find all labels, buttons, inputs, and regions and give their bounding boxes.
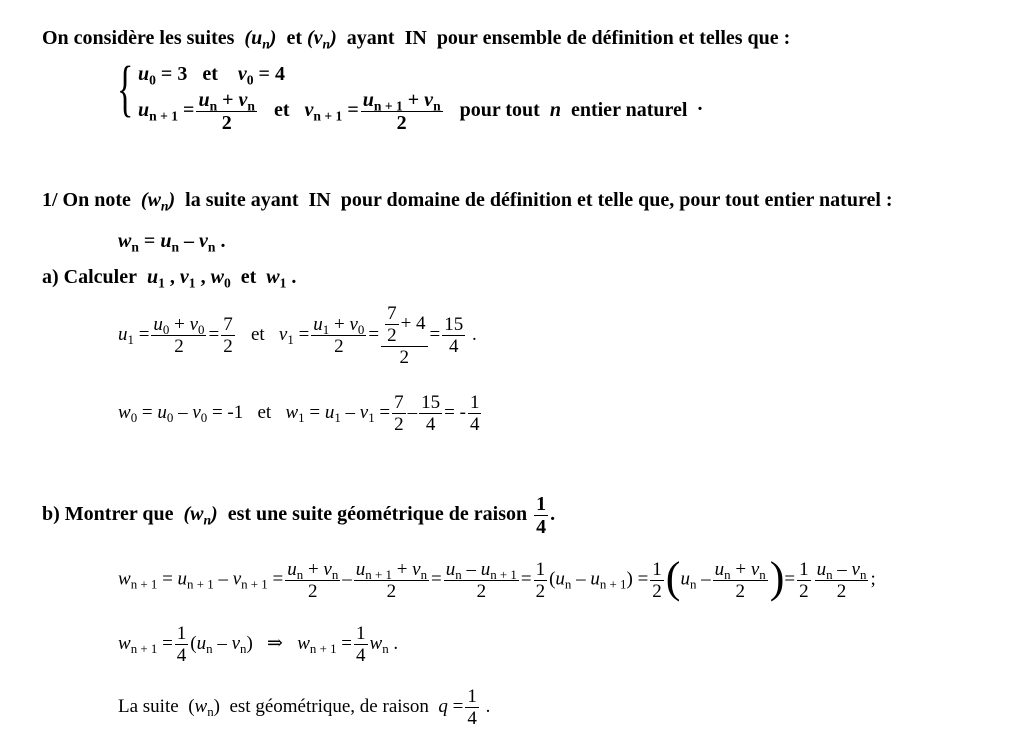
qb-calc-1: $w_{n + 1} = u_{n + 1} - v_{n + 1}$ = $\frac{u_n + v_n}{2}$ – $\frac{u_{n + 1} + v_n}{2}$ = $\frac{u_n - u_{n + 1}}{2}$ = $\frac{1}{2}$ $(u_n - u_{n + 1})$ = $\frac{1}{2}$ ($u_n$ – $\frac{u_n + v_n}{2}$ )= $\frac{1}{2}$ $\frac{u_n - v_n}{2}$ ; (118, 553, 876, 602)
qa-calc-1: $u_1$ = $\frac{u_0 + v_0}{2}$ = $\frac{7}{2}$ et $v_1$ = $\frac{u_1 + v_0}{2}$ = $\frac{7}{2}$ + 4 2 = $\frac{15}{4}$ . (118, 303, 477, 368)
qb-calc-2: $w_{n + 1}$ = $\frac{1}{4}$ $(u_n - v_n)$ ⇒ $w_{n + 1}$ = $\frac{1}{4}$ $w_n$ . (118, 623, 399, 666)
qb-conclusion: La suite $(w_n)$ est géométrique, de raison q = $\frac{1}{4}$ . (118, 686, 491, 729)
qa-heading: a) Calculer $u_1$ , $v_1$ , $w_0$ et $w_1$ . (42, 266, 297, 291)
system-brace: { (117, 55, 134, 123)
qb-heading: b) Montrer que $(w_n)$ est une suite géométrique de raison $\frac{1}{4}$ . (42, 493, 556, 538)
intro-text: On considère les suites (42, 27, 235, 49)
naturals-symbol: IN (404, 27, 427, 49)
q1-heading: 1/ On note $(w_n)$ la suite ayant IN pour domaine de définition et telle que, pour tout entier naturel : (42, 189, 893, 214)
qa-calc-2: $w_0 = u_0 - v_0 = -1$ et $w_1 = u_1 - v_1$ = $\frac{7}{2}$ – $\frac{15}{4}$ = - $\frac{1}{4}$ (118, 392, 480, 435)
q1-definition: $w_n = u_n - v_n$ . (118, 230, 226, 255)
intro-line: On considère les suites $(u_n)$ et $(v_n)$ ayant IN pour ensemble de définition et telles que : (42, 27, 791, 52)
system-line-2: $u_{n + 1}$ = $\frac{u_n + v_n}{2}$ et $v_{n + 1}$ = $\frac{u_{n + 1} + v_n}{2}$ pour tout n entier naturel . (138, 89, 703, 134)
system-line-1: $u_0 = 3$ et $v_0 = 4$ (138, 63, 285, 88)
